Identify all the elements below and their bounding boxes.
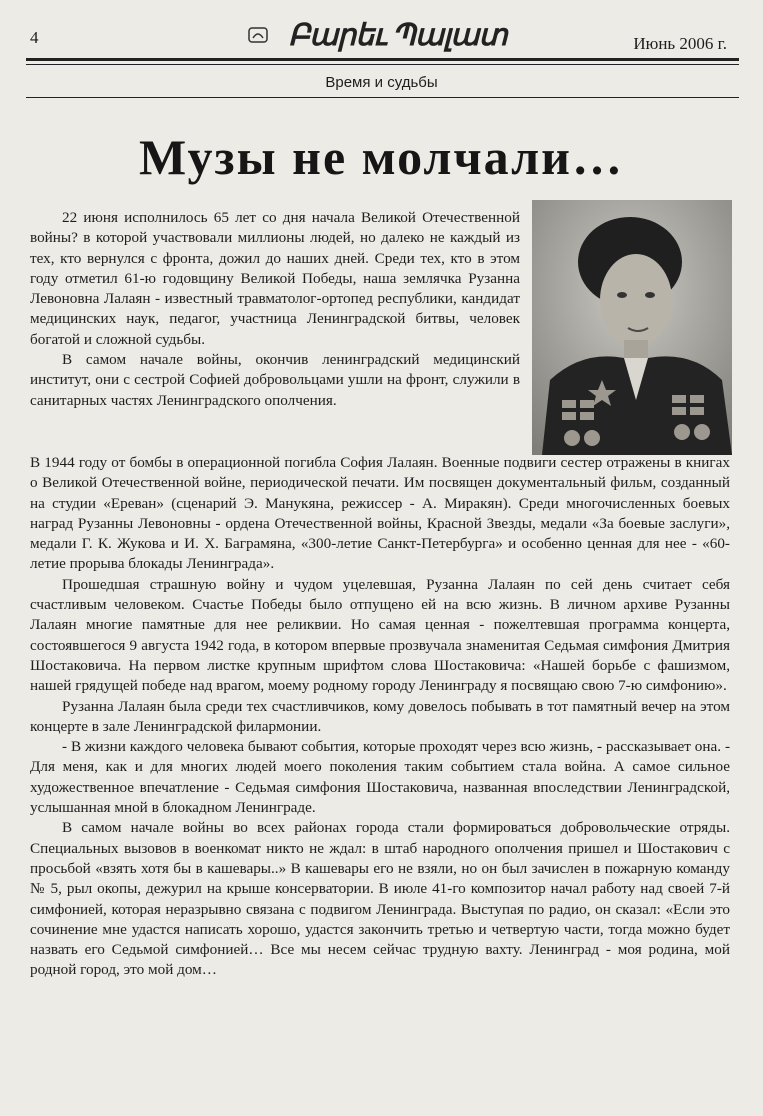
article-paragraph: 22 июня исполнилось 65 лет со дня начала Великой Отечественной войны? в которой участвовали миллионы людей, но далеко не каждый из тех, кто вернулся с фронта, дожил до наших дней. Среди тех, кто в этом году отметил 61-ю годовщину Великой Победы, наша землячка Рузанна Левоновна Лалаян - известный травматолог-ортопед республики, кандидат медицинских наук, педагог, участница Ленинградской битвы, человек богатой и сложной судьбы. <box>30 209 520 348</box>
header-rule <box>26 58 739 61</box>
header-rule-thin <box>26 64 739 65</box>
article-paragraph: В самом начале войны, окончив ленинградский медицинский институт, они с сестрой Софией добровольцами ушли на фронт, служили в санитарных частях Ленинградского ополчения. <box>30 351 520 409</box>
article-paragraph: Прошедшая страшную войну и чудом уцелевшая, Рузанна Лалаян по сей день считает себя счастливым человеком. Счастье Победы было отпущено ей на всю жизнь. В личном архиве Рузанны Лалаян многие памятные для нее реликвии. Но самая ценная - пожелтевшая программа концерта, состоявшегося 9 августа 1942 года, в котором впервые прозвучала знаменитая Седьмая симфония Дмитрия Шостаковича. На первом листке крупным шрифтом слова Шостаковича: «Нашей борьбе с фашизмом, нашей грядущей победе над врагом, моему родному городу Ленинграду я посвящаю свою 7-ю симфонию». <box>30 575 730 695</box>
article-title: Музы не молчали… <box>139 129 624 185</box>
portrait-photo <box>532 200 732 455</box>
article-body-narrow <box>30 208 520 411</box>
article-body-wide <box>30 453 730 981</box>
section-name: Время и судьбы <box>325 74 438 91</box>
masthead-title: Բարեւ Պալատ <box>288 18 507 52</box>
article-paragraph: В 1944 году от бомбы в операционной погибла София Лалаян. Военные подвиги сестер отражены в книгах о Великой Отечественной войне, периодической печати. Им посвящен документальный фильм, созданный на студии «Ереван» (сценарий Э. Манукяна, режиссер - А. Миракян). Среди многочисленных боевых наград Рузанны Левоновны - ордена Отечественной войны, Красной Звезды, медали «За боевые заслуги», медали Г. К. Жукова и И. Х. Баграмяна, «300-летие Санкт-Петербурга» и особенно ценная для нее - «60-летие прорыва блокады Ленинграда». <box>30 454 730 573</box>
publisher-logo-icon <box>248 26 268 44</box>
article-paragraph: В самом начале войны во всех районах города стали формироваться добровольческие отряды. Специальных вызовов в военкомат никто не ждал: в штаб народного ополчения пришел и Шостакович с просьбой «взять хотя бы в кашевары..» В кашевары его не взяли, но он был зачислен в пожарную команду № 5, рыл окопы, дежурил на крыше консерватории. В июле 41-го композитор начал работу над своей 7-й симфонией, которая неразрывно связана с подвигом Ленинграда. Выступая по радио, он сказал: «Если это сочинение мне удастся написать хорошо, удастся закончить третью и четвертую части, тогда можно будет назвать его Седьмой симфонией… Все мы несем сейчас трудную вахту. Ленинград - моя родина, мой родной город, это мой дом… <box>30 819 730 979</box>
article-paragraph: Рузанна Лалаян была среди тех счастливчиков, кому довелось побывать в тот памятный вечер на этом концерте в зале Ленинградской филармонии. <box>30 697 730 735</box>
article-paragraph: - В жизни каждого человека бывают события, которые проходят через всю жизнь, - рассказывает она. - Для меня, как и для многих людей моего поколения таким событием стала война. А самое сильное художественное впечатление - Седьмая симфония Шостаковича, названная впоследствии Ленинградской, услышанная мной в блокадном Ленинграде. <box>30 738 730 817</box>
page-number: 4 <box>30 28 39 47</box>
section-rule <box>26 97 739 98</box>
masthead <box>248 18 507 52</box>
issue-date: Июнь 2006 г. <box>633 34 727 53</box>
portrait-image-icon <box>532 200 732 455</box>
